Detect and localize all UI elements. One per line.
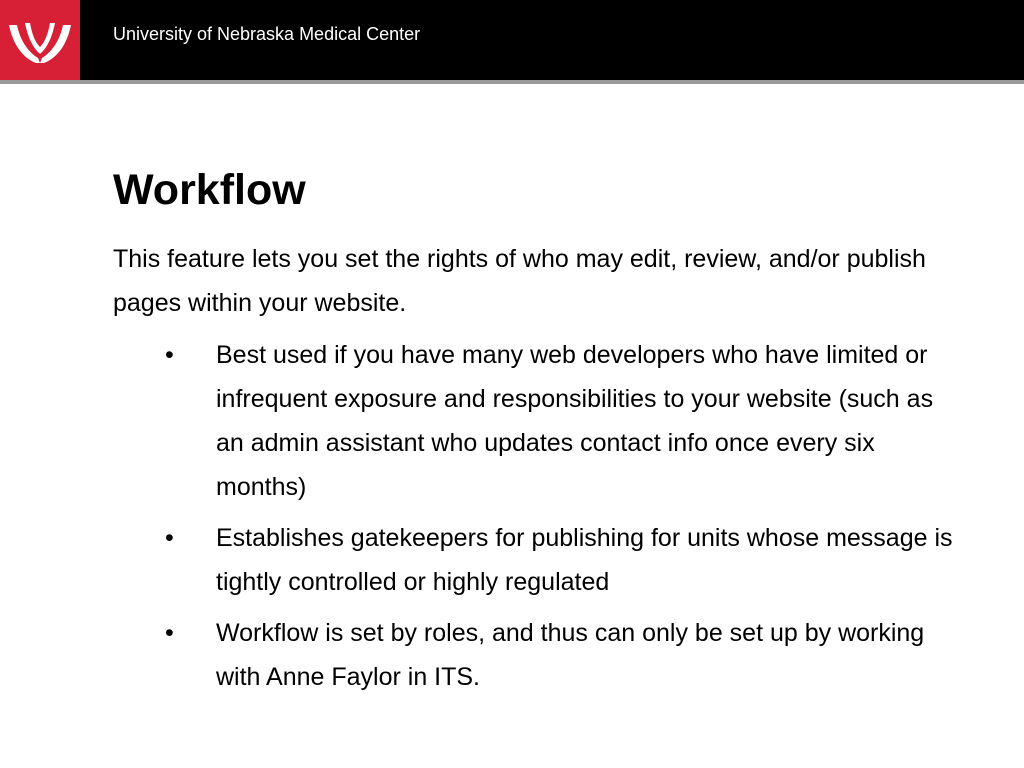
slide-header	[0, 0, 1024, 80]
bullet-text: Establishes gatekeepers for publishing for units whose message is tightly controlled or highly regulated	[216, 524, 953, 596]
organization-name: University of Nebraska Medical Center	[113, 24, 421, 44]
bullet-icon: •	[165, 619, 174, 647]
logo	[0, 0, 80, 80]
header-divider	[0, 80, 1024, 84]
slide-title: Workflow	[113, 166, 306, 214]
list-item	[113, 333, 963, 509]
intro-paragraph: This feature lets you set the rights of who may edit, review, and/or publish pages within your website.	[113, 245, 926, 317]
bullet-list	[113, 333, 963, 706]
bullet-icon: •	[165, 341, 174, 369]
list-item	[113, 516, 963, 604]
list-item	[113, 611, 963, 699]
bullet-icon: •	[165, 524, 174, 552]
bullet-text: Best used if you have many web developers who have limited or infrequent exposure and responsibilities to your website (such as an admin assistant who updates contact info once every six months)	[216, 341, 934, 501]
unmc-arch-logo-icon	[0, 0, 80, 80]
bullet-text: Workflow is set by roles, and thus can only be set up by working with Anne Faylor in ITS.	[216, 619, 925, 691]
